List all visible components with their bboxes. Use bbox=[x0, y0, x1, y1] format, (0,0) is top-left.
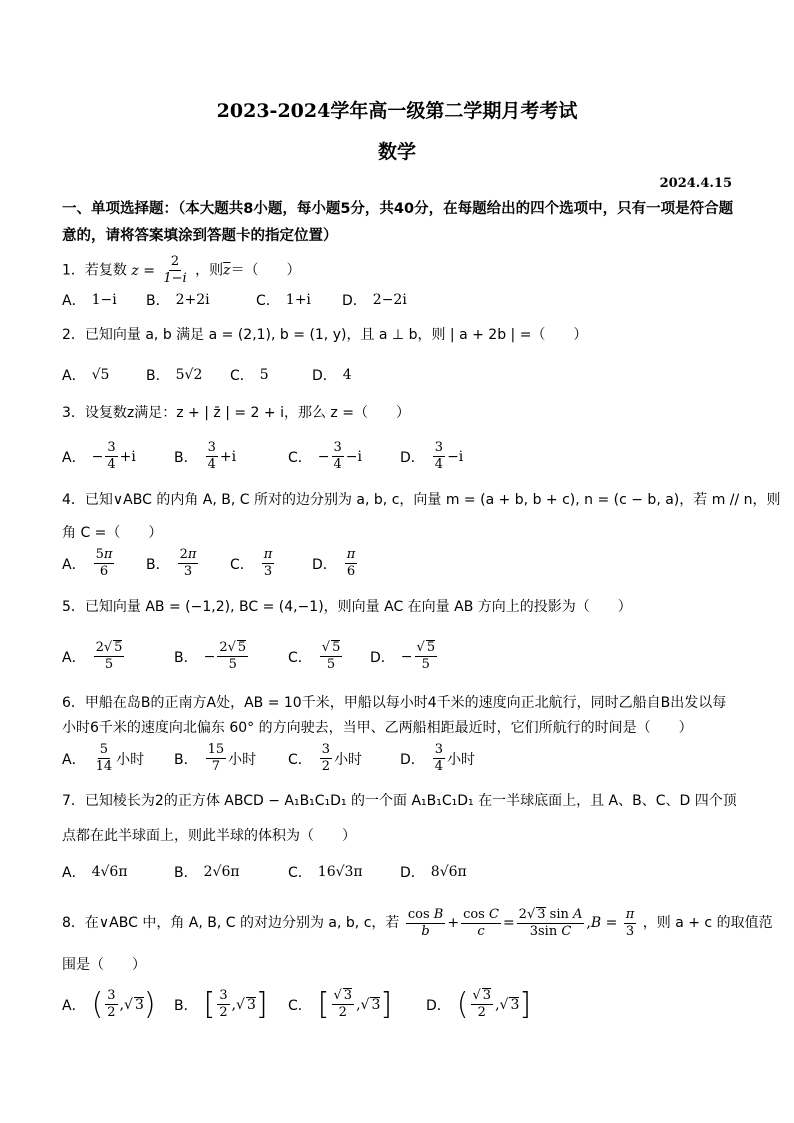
option-letter: B． bbox=[146, 293, 170, 309]
option-letter: B． bbox=[174, 865, 198, 881]
q6-option-c[interactable]: C． $\frac{3}{2}$ 小时 bbox=[288, 742, 363, 774]
q2-option-d[interactable] bbox=[312, 365, 352, 385]
option-letter: C． bbox=[230, 556, 254, 573]
question-1-formula: z = $\frac{2}{1-i}$ bbox=[131, 254, 187, 286]
q2-option-b[interactable] bbox=[146, 365, 202, 385]
q6-option-d[interactable]: D． $\frac{3}{4}$ 小时 bbox=[400, 742, 476, 774]
question-8-stem-b: ，则 a + c 的取值范 bbox=[642, 915, 773, 931]
question-7-stem-line2: 点都在此半球面上，则此半球的体积为（ ） bbox=[62, 828, 356, 844]
q6-option-b[interactable]: B． $\frac{15}{7}$ 小时 bbox=[174, 742, 257, 774]
q2-option-a[interactable] bbox=[62, 365, 109, 385]
option-value: 4√6π bbox=[91, 864, 128, 880]
option-letter: A． bbox=[62, 368, 86, 384]
question-2-options bbox=[62, 365, 742, 387]
option-letter: D． bbox=[312, 556, 337, 573]
question-1-stem bbox=[62, 254, 742, 287]
option-letter: D． bbox=[312, 368, 337, 384]
q1-option-d[interactable] bbox=[342, 290, 407, 310]
option-letter: A． bbox=[62, 449, 86, 466]
option-letter: D． bbox=[370, 649, 395, 666]
option-letter: C． bbox=[230, 368, 254, 384]
q7-option-b[interactable] bbox=[174, 862, 240, 882]
option-value: 8√6π bbox=[430, 864, 467, 880]
q8-option-c[interactable]: C． [ $\frac{√ 3}{2}$ ,√ 3 ] bbox=[288, 986, 393, 1022]
option-letter: C． bbox=[256, 293, 280, 309]
option-letter: B． bbox=[146, 556, 170, 573]
q1-option-c[interactable] bbox=[256, 290, 311, 310]
option-value: 2−2i bbox=[372, 292, 407, 308]
q5-option-c[interactable]: C． $\frac{√ 5}{5}$ bbox=[288, 640, 341, 672]
option-value: 2√6π bbox=[203, 864, 240, 880]
option-letter: C． bbox=[288, 997, 312, 1014]
question-1-stem-b: ，则 bbox=[195, 262, 224, 279]
q3-option-a[interactable]: A． − $\frac{3}{4}$ +i bbox=[62, 440, 136, 472]
option-letter: B． bbox=[174, 751, 198, 768]
q1-fraction: $\frac{2}{1-i}$ bbox=[163, 254, 187, 286]
option-letter: A． bbox=[62, 293, 86, 309]
question-8-stem-a: 8．在∨ABC 中，角 A, B, C 的对边分别为 a, b, c，若 bbox=[62, 915, 400, 931]
question-3-options bbox=[62, 440, 742, 476]
option-letter: A． bbox=[62, 997, 86, 1014]
question-8-stem-line1 bbox=[62, 906, 773, 940]
option-letter: D． bbox=[342, 293, 367, 309]
option-letter: B． bbox=[174, 449, 198, 466]
option-value: 16√3π bbox=[317, 864, 363, 880]
option-letter: A． bbox=[62, 751, 86, 768]
question-1-stem-c: ＝（ ） bbox=[230, 262, 301, 279]
option-letter: C． bbox=[288, 449, 312, 466]
q6-option-a[interactable]: A． $\frac{5}{14}$ 小时 bbox=[62, 742, 145, 774]
unit-label: 小时 bbox=[116, 751, 145, 768]
question-5-stem: 5．已知向量 AB = (−1,2), BC = (4,−1)，则向量 AC 在向量 AB 方向上的投影为（ ） bbox=[62, 599, 632, 615]
q3-option-d[interactable]: D． $\frac{3}{4}$ −i bbox=[400, 440, 464, 472]
question-6-stem-line1: 6．甲船在岛B的正南方A处，AB = 10千米，甲船以每小时4千米的速度向正北航行，同时乙船自B出发以每 bbox=[62, 695, 727, 711]
question-1-stem-a: 1．若复数 bbox=[62, 262, 127, 279]
exam-subject: 数学 bbox=[377, 141, 416, 163]
option-letter: C． bbox=[288, 865, 312, 881]
question-4-options bbox=[62, 547, 742, 583]
option-letter: C． bbox=[288, 751, 312, 768]
question-3-stem: 3．设复数z满足：z + | z̄ | = 2 + i，那么 z =（ ） bbox=[62, 405, 410, 421]
unit-label: 小时 bbox=[334, 751, 363, 768]
question-8-options bbox=[62, 988, 742, 1028]
q4-option-a[interactable]: A． $\frac{5\pi}{6}$ bbox=[62, 547, 113, 579]
q4-option-b[interactable]: B． $\frac{2\pi}{3}$ bbox=[146, 547, 197, 579]
unit-label: 小时 bbox=[447, 751, 476, 768]
q4-option-d[interactable]: D． $\frac{\pi}{6}$ bbox=[312, 547, 356, 579]
q1-option-a[interactable] bbox=[62, 290, 117, 310]
option-value: 4 bbox=[342, 367, 352, 383]
q5-option-d[interactable]: D． − $\frac{√ 5}{5}$ bbox=[370, 640, 436, 672]
q7-option-c[interactable] bbox=[288, 862, 363, 882]
question-6-options bbox=[62, 742, 742, 778]
question-4-stem-line1: 4．已知∨ABC 的内角 A, B, C 所对的边分别为 a, b, c，向量 m = (a + b, b + c), n = (c − b, a)，若 m // n，则 bbox=[62, 492, 781, 508]
q8-option-b[interactable]: B． [ $\frac{3}{2}$ ,√ 3 ] bbox=[174, 986, 268, 1022]
q8-option-d[interactable]: D． ( $\frac{√ 3}{2}$ ,√ 3 ] bbox=[426, 986, 532, 1022]
q5-option-a[interactable]: A． $\frac{2√ 5}{5}$ bbox=[62, 640, 123, 672]
question-4-stem-line2: 角 C =（ ） bbox=[62, 525, 163, 541]
question-7-stem-line1: 7．已知棱长为2的正方体 ABCD − A₁B₁C₁D₁ 的一个面 A₁B₁C₁D₁ 在一半球底面上，且 A、B、C、D 四个顶 bbox=[62, 793, 737, 809]
question-2-stem: 2．已知向量 a, b 满足 a = (2,1), b = (1, y)，且 a ⊥ b，则 | a + 2b | =（ ） bbox=[62, 327, 588, 343]
q1-option-b[interactable] bbox=[146, 290, 210, 310]
option-value: 1+i bbox=[285, 292, 311, 308]
option-letter: B． bbox=[146, 368, 170, 384]
q7-option-d[interactable] bbox=[400, 862, 467, 882]
option-value: 2+2i bbox=[175, 292, 210, 308]
option-letter: D． bbox=[400, 449, 425, 466]
q5-option-b[interactable]: B． − $\frac{2√ 5}{5}$ bbox=[174, 640, 247, 672]
q3-option-b[interactable]: B． $\frac{3}{4}$ +i bbox=[174, 440, 237, 472]
q1-zbar: $\overline{z}$ bbox=[223, 262, 231, 279]
option-letter: D． bbox=[426, 997, 451, 1014]
unit-label: 小时 bbox=[228, 751, 257, 768]
question-1-options bbox=[62, 290, 742, 310]
option-value: 5√2 bbox=[175, 367, 203, 383]
option-letter: A． bbox=[62, 649, 86, 666]
q4-option-c[interactable]: C． $\frac{\pi}{3}$ bbox=[230, 547, 273, 579]
exam-title: 2023-2024学年高一级第二学期月考考试 bbox=[216, 100, 578, 122]
option-letter: A． bbox=[62, 865, 86, 881]
q7-option-a[interactable] bbox=[62, 862, 128, 882]
option-value: 5 bbox=[259, 367, 269, 383]
q8-option-a[interactable]: A． ( $\frac{3}{2}$ ,√ 3 ) bbox=[62, 986, 156, 1022]
option-letter: C． bbox=[288, 649, 312, 666]
q2-option-c[interactable] bbox=[230, 365, 269, 385]
option-value: 1−i bbox=[91, 292, 117, 308]
option-letter: B． bbox=[174, 997, 198, 1014]
option-letter: A． bbox=[62, 556, 86, 573]
option-letter: D． bbox=[400, 865, 425, 881]
question-6-stem-line2: 小时6千米的速度向北偏东 60° 的方向驶去，当甲、乙两船相距最近时，它们所航行的时间是（ ） bbox=[62, 720, 693, 736]
option-letter: B． bbox=[174, 649, 198, 666]
question-5-options bbox=[62, 640, 742, 680]
option-letter: D． bbox=[400, 751, 425, 768]
question-7-options bbox=[62, 862, 742, 882]
section-heading: 一、单项选择题：（本大题共8小题，每小题5分，共40分，在每题给出的四个选项中，只有一项是符合题意的，请将答案填涂到答题卡的指定位置） bbox=[62, 201, 734, 244]
q8-formula: $\frac{\text{cos B}}{b}$ + $\frac{\text{cos C}}{c}$ = $\frac{\text{2√ 3 sin A}}{\text{3sin C}}$ ,B = $\frac{\pi}{3}$ bbox=[407, 906, 635, 939]
question-8-stem-line2: 围是（ ） bbox=[62, 957, 146, 973]
option-value: √5 bbox=[91, 367, 110, 383]
q3-option-c[interactable]: C． − $\frac{3}{4}$ −i bbox=[288, 440, 363, 472]
exam-date: 2024.4.15 bbox=[659, 176, 732, 191]
